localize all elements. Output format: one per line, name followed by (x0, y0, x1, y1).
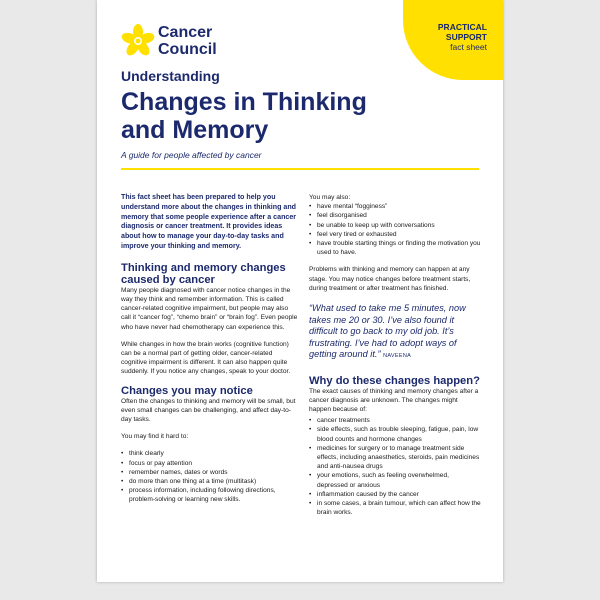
list-item: • focus or pay attention (121, 459, 299, 468)
badge-text (438, 22, 487, 52)
section1-heading-line2: caused by cancer (121, 273, 215, 286)
intro-paragraph: This fact sheet has been prepared to help you understand more about the changes in thinking and memory that some people experience after a cancer diagnosis or cancer treatment. It provides ideas about how to manage your day-to-day tasks and improve your thinking and memory. (121, 193, 297, 250)
list-item: • think clearly (121, 449, 299, 458)
section1-paragraph2: While changes in how the brain works (cognitive function) can be a normal part of getting older, cancer-related cognitive impairment is different. It can also happen quite suddenly. If you notice any changes, speak to your doctor. (121, 340, 291, 376)
causes-list (309, 416, 481, 517)
section2-paragraph2: You may find it hard to: (121, 433, 189, 441)
may-also-label: You may also: (309, 194, 351, 201)
title-kicker: Understanding (121, 68, 220, 84)
daffodil-icon (121, 24, 155, 58)
list-item: • medicines for surgery or to manage treatment side effects, including anaesthetics, steroids, pain medicines and anti-nausea drugs (309, 444, 481, 472)
section-heading-why: Why do these changes happen? (309, 374, 480, 387)
list-item: • side effects, such as trouble sleeping, fatigue, pain, low blood counts and hormone changes (309, 425, 481, 443)
logo-line1: Cancer (158, 24, 213, 41)
section2-paragraph1: Often the changes to thinking and memory will be small, but even small changes can be challenging, and affect day-to-day tasks. (121, 397, 296, 424)
section-heading-changes: Changes you may notice (121, 384, 253, 397)
list-item: • in some cases, a brain tumour, which can affect how the brain works. (309, 499, 481, 517)
right-column (309, 193, 481, 525)
title-line1: Changes in Thinking (121, 88, 367, 116)
list-item: • feel very tired or exhausted (309, 230, 481, 239)
list-item: • inflammation caused by the cancer (309, 490, 481, 499)
list-item: • your emotions, such as feeling overwhelmed, depressed or anxious (309, 471, 481, 489)
list-item: • do more than one thing at a time (multitask) (121, 477, 299, 486)
patient-quote (309, 303, 481, 363)
list-item: • have trouble starting things or finding the motivation you used to have. (309, 239, 481, 257)
left-column (121, 193, 299, 513)
section1-paragraph1: Many people diagnosed with cancer notice changes in the way they think and remember information. This is called cancer-related cognitive impairment, but people may also call it “cancer fog”, “chemo brain” or “brain fog”. Even people who have never had chemotherapy can experience this. (121, 286, 298, 331)
cancer-council-logo (121, 22, 241, 62)
title-line2: and Memory (121, 116, 269, 144)
page-subtitle: A guide for people affected by cancer (121, 150, 262, 160)
section-heading-thinking-memory (121, 262, 299, 286)
list-item: • cancer treatments (309, 416, 481, 425)
logo-wordmark (158, 24, 217, 58)
list-item: • have mental “fogginess” (309, 202, 481, 211)
page-title (121, 88, 461, 144)
may-also-list (309, 202, 481, 257)
list-item: • feel disorganised (309, 211, 481, 220)
stage-paragraph: Problems with thinking and memory can happen at any stage. You may notice changes before treatment starts, during treatment or after treatment has finished. (309, 266, 471, 292)
logo-line2: Council (158, 41, 217, 58)
list-item: • remember names, dates or words (121, 468, 299, 477)
section1-heading-line1: Thinking and memory changes (121, 261, 286, 274)
quote-text: “What used to take me 5 minutes, now takes me 20 or 30. I’ve also found it difficult to go back to my old job. It’s frustrating. I’ve had to adopt ways of getting around it.” (309, 303, 466, 360)
hard-to-list (121, 449, 299, 504)
quote-attribution: NAVEENA (383, 353, 412, 360)
badge-line1: PRACTICAL (437, 22, 487, 32)
fact-sheet-page (97, 0, 503, 582)
badge-line2: SUPPORT (445, 32, 487, 42)
badge-line3: fact sheet (450, 42, 487, 52)
yellow-divider (121, 168, 479, 170)
list-item: • be unable to keep up with conversations (309, 221, 481, 230)
why-paragraph: The exact causes of thinking and memory changes after a cancer diagnosis are unknown. The changes might happen because of: (309, 387, 479, 413)
list-item: • process information, including following directions, problem-solving or learning new skills. (121, 486, 299, 504)
